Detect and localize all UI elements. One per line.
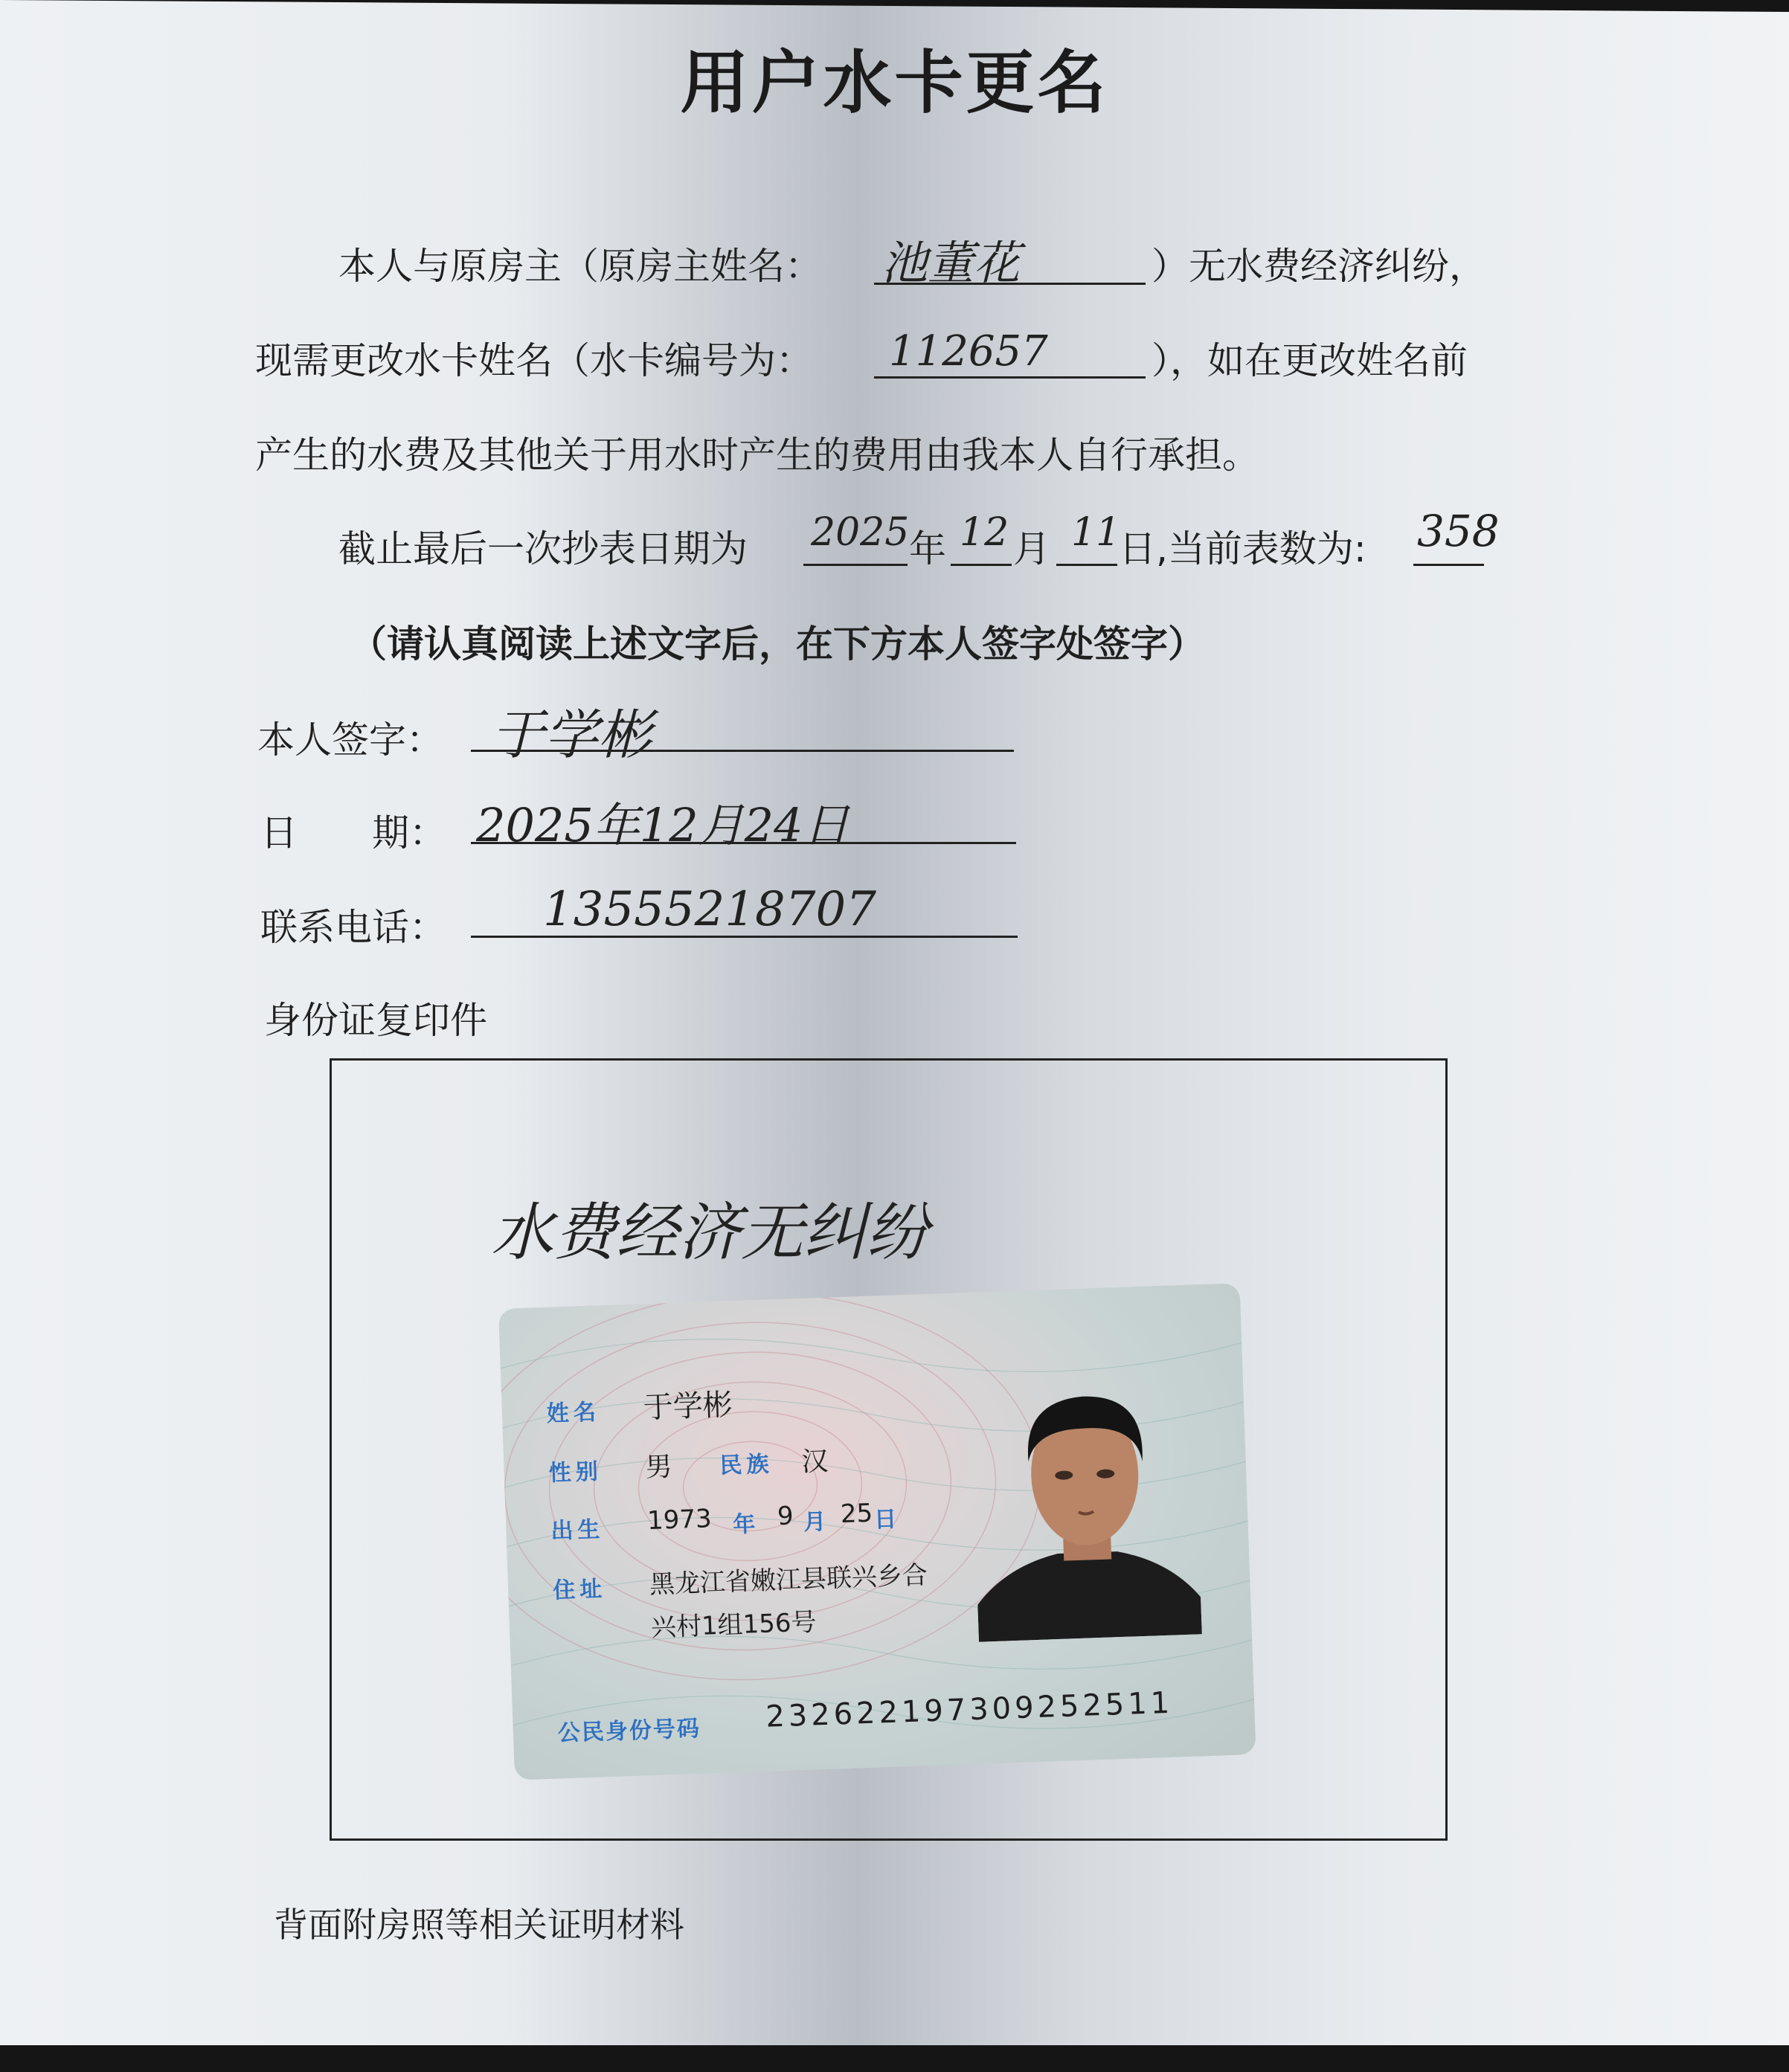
- card-id-number: 232622197309252511: [765, 1685, 1174, 1734]
- card-address-line2: 兴村1组156号: [650, 1607, 818, 1644]
- date-handwriting: 2025年12月24日: [476, 798, 849, 852]
- date-label: 日 期：: [260, 811, 446, 855]
- meter-reading-handwriting: 358: [1417, 506, 1500, 556]
- handwritten-note: 水费经济无纠纷: [491, 1196, 929, 1269]
- meter-day-line: [1056, 564, 1117, 566]
- owner-name-handwriting: 池董花: [881, 236, 1021, 290]
- card-no-handwriting: 112657: [889, 327, 1048, 376]
- card-birth-year: 1973: [646, 1504, 713, 1537]
- signature-label: 本人签字：: [257, 718, 443, 762]
- card-id-label: 公民身份号码: [557, 1715, 701, 1747]
- meter-day-unit: 日,当前表数为:: [1119, 527, 1366, 570]
- meter-month-unit: 月: [1013, 527, 1050, 570]
- phone-handwriting: 13555218707: [543, 882, 876, 937]
- instruction-text: （请认真阅读上述文字后，在下方本人签字处签字）: [350, 622, 1205, 666]
- footer-note: 背面附房照等相关证明材料: [274, 1905, 684, 1945]
- meter-prefix: 截止最后一次抄表日期为: [338, 527, 748, 570]
- card-sex-value: 男: [644, 1451, 673, 1484]
- card-address-label: 住址: [552, 1576, 607, 1604]
- card-birth-month: 9: [777, 1501, 794, 1532]
- card-sex-label: 性别: [548, 1458, 603, 1487]
- meter-year-line: [803, 564, 908, 566]
- id-card: [498, 1283, 1256, 1780]
- para1-prefix: 本人与原房主（原房主姓名：: [338, 245, 822, 288]
- card-birth-label: 出生: [550, 1516, 606, 1545]
- meter-reading-line: [1413, 564, 1484, 566]
- card-birth-day-unit: 日: [873, 1506, 902, 1534]
- signature-handwriting: 于学彬: [491, 704, 652, 766]
- meter-month-handwriting: 12: [960, 510, 1009, 555]
- card-ethnicity-value: 汉: [800, 1446, 829, 1478]
- meter-year-handwriting: 2025: [811, 510, 910, 555]
- id-copy-label: 身份证复印件: [264, 999, 487, 1042]
- meter-year-unit: 年: [909, 527, 946, 570]
- card-name-label: 姓名: [546, 1399, 601, 1427]
- card-birth-month-unit: 月: [803, 1508, 831, 1536]
- meter-day-handwriting: 11: [1071, 510, 1121, 555]
- card-birth-day: 25: [840, 1498, 873, 1530]
- para2-suffix: ），如在更改姓名前: [1152, 339, 1468, 382]
- card-name-value: 于学彬: [642, 1388, 733, 1426]
- phone-label: 联系电话：: [260, 906, 446, 949]
- card-address-line1: 黑龙江省嫩江县联兴乡合: [649, 1560, 928, 1600]
- para1-suffix: ）无水费经济纠纷，: [1152, 245, 1486, 288]
- document-title: 用户水卡更名: [680, 43, 1109, 123]
- card-birth-year-unit: 年: [732, 1510, 760, 1539]
- para2-prefix: 现需更改水卡姓名（水卡编号为：: [255, 339, 813, 382]
- meter-month-line: [951, 564, 1012, 566]
- card-ethnicity-label: 民族: [719, 1451, 774, 1479]
- para3-text: 产生的水费及其他关于用水时产生的费用由我本人自行承担。: [255, 434, 1259, 477]
- card-portrait-photo: [969, 1359, 1202, 1641]
- card-no-line: [874, 376, 1146, 379]
